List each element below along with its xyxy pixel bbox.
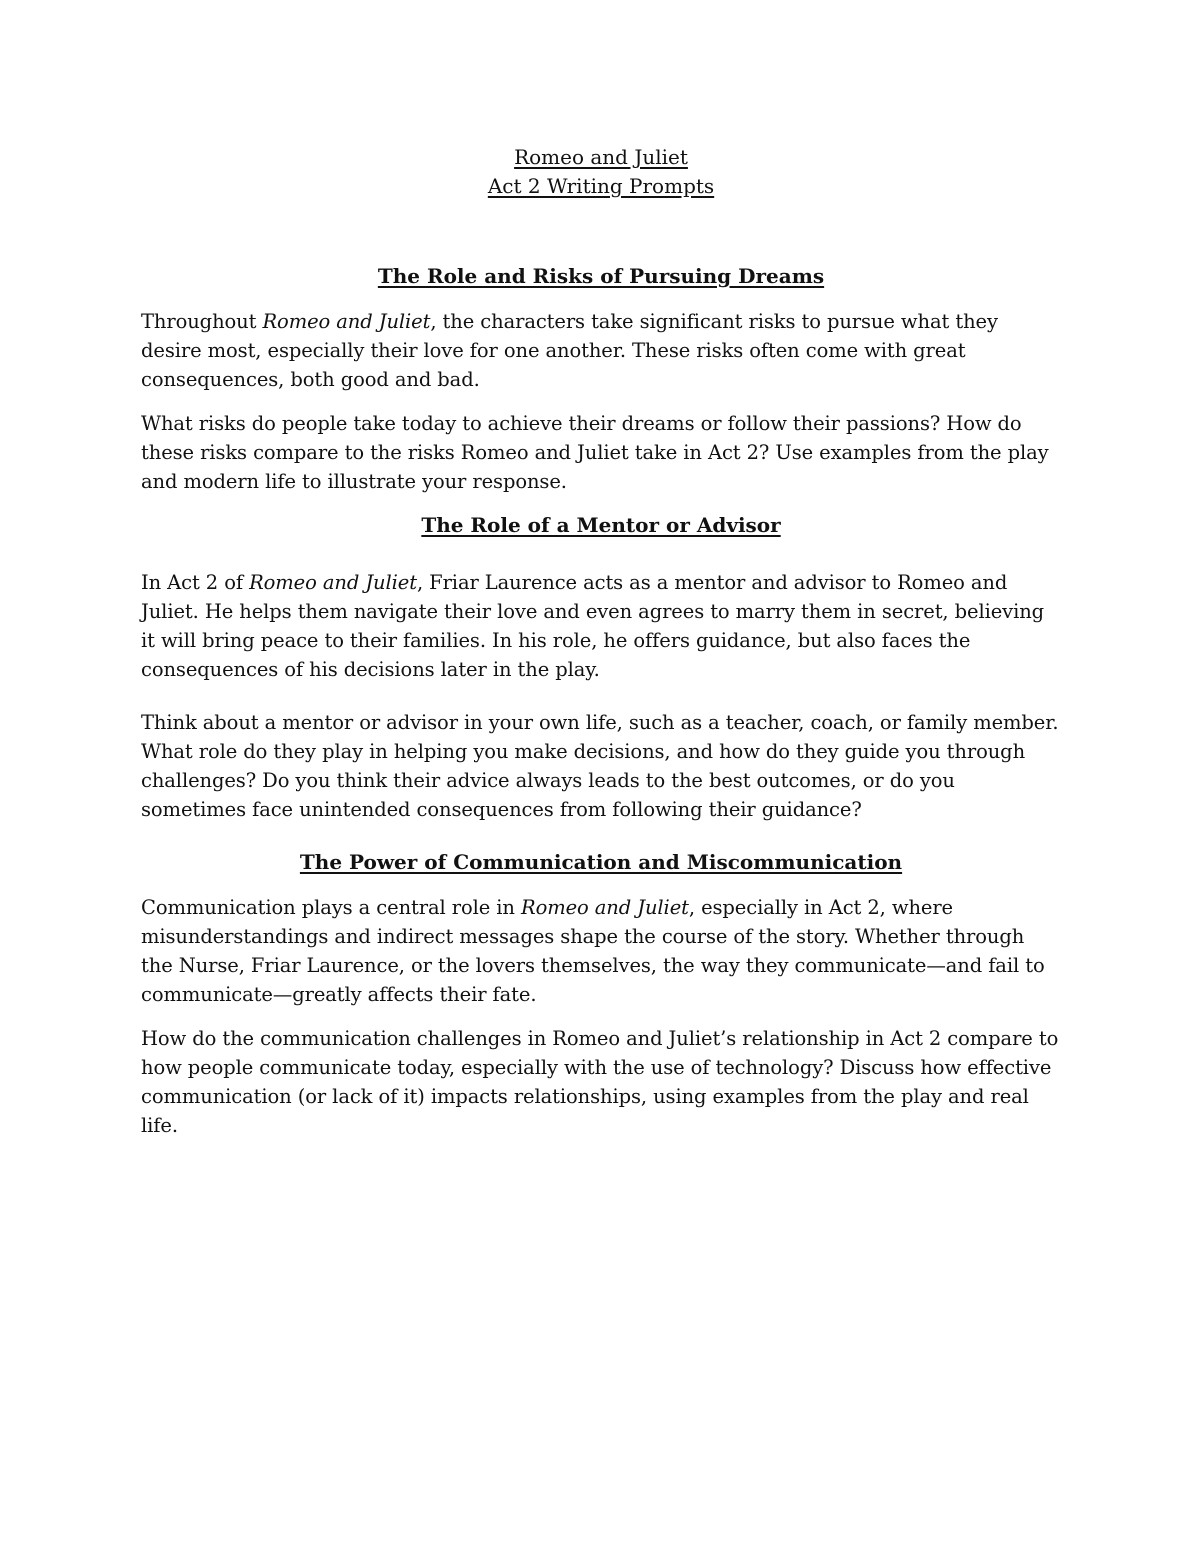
- text-run: , the characters take significant risks to pursue what they desire most, especially their love for one another. These risks often come with great consequences, both good and bad.: [141, 310, 998, 391]
- text-run: Communication plays a central role in: [141, 896, 521, 919]
- text-run: In Act 2 of: [141, 571, 250, 594]
- section-heading-communication: The Power of Communication and Miscommunication: [299, 850, 903, 874]
- section-heading-mentor: The Role of a Mentor or Advisor: [421, 513, 781, 537]
- section-mentor-intro: [141, 568, 1061, 684]
- section-heading-dreams: The Role and Risks of Pursuing Dreams: [377, 264, 825, 288]
- document-page: [141, 143, 1061, 1140]
- section-communication-intro: [141, 893, 1061, 1009]
- text-run: , Friar Laurence acts as a mentor and advisor to Romeo and Juliet. He helps them navigate their love and even agrees to marry them in secret, believing it will bring peace to their families. In his role, he offers guidance, but also faces the consequences of his decisions later in the play.: [141, 571, 1045, 681]
- section-dreams-prompt: What risks do people take today to achieve their dreams or follow their passions? How do these risks compare to the risks Romeo and Juliet take in Act 2? Use examples from the play and modern life to illustrate your response.: [141, 412, 1049, 493]
- section-dreams-intro: [141, 307, 1061, 394]
- italic-play-title: Romeo and Juliet: [249, 571, 417, 594]
- text-run: Throughout: [141, 310, 263, 333]
- document-subtitle: Act 2 Writing Prompts: [487, 174, 715, 198]
- italic-play-title: Romeo and Juliet: [520, 896, 689, 919]
- italic-play-title: Romeo and Juliet: [262, 310, 431, 333]
- document-title: Romeo and Juliet: [514, 145, 688, 169]
- section-mentor-prompt: Think about a mentor or advisor in your own life, such as a teacher, coach, or family member. What role do they play in helping you make decisions, and how do they guide you through challenges? Do you think their advice always leads to the best outcomes, or do you sometimes face unintended consequences from following their guidance?: [141, 711, 1059, 821]
- text-run: , especially in Act 2, where misunderstandings and indirect messages shape the course of the story. Whether through the Nurse, Friar Laurence, or the lovers themselves, the way they communicate—and fail to communicate—greatly affects their fate.: [141, 896, 1045, 1006]
- section-communication-prompt: How do the communication challenges in Romeo and Juliet’s relationship in Act 2 compare to how people communicate today, especially with the use of technology? Discuss how effective communication (or lack of it) impacts relationships, using examples from the play and real life.: [141, 1027, 1059, 1137]
